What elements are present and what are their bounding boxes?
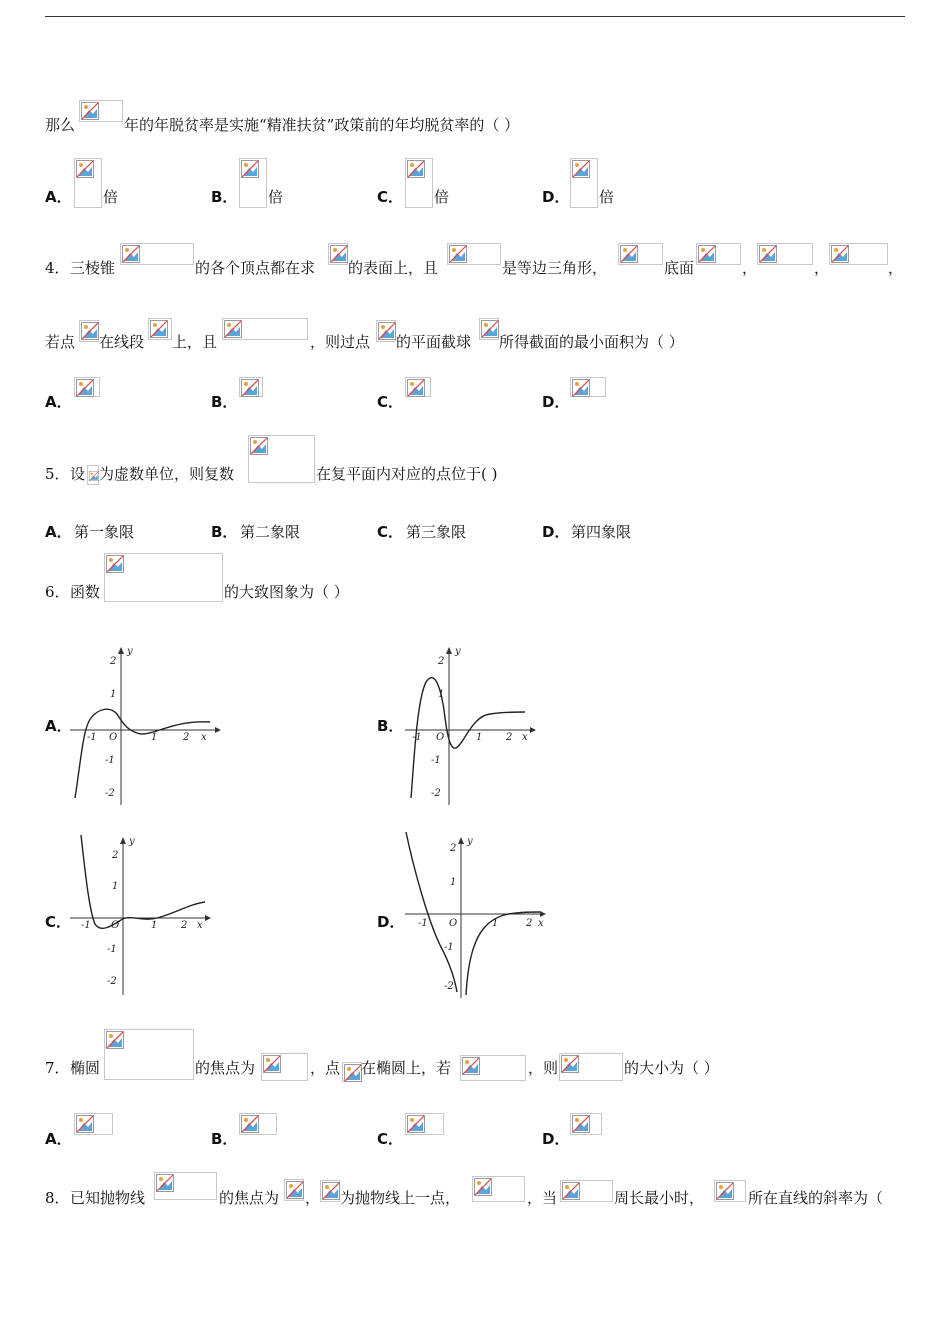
q4-text-2: 的各个顶点都在求 [195,259,316,277]
q4-text-4: 是等边三角形， [502,259,608,277]
choice-d-formula [570,1113,602,1135]
y-axis-label: y [127,646,133,657]
tick-label: -2 [107,976,117,987]
formula-image [248,435,315,483]
q7-text-2: 的焦点为 [195,1059,256,1077]
broken-image-icon [81,322,99,340]
q6-number: 6． [45,583,70,601]
tick-label: -1 [412,732,422,743]
choice-d-label: D． [542,1130,570,1148]
formula-image [87,465,99,485]
origin-label: O [111,920,120,931]
x-axis-label: x [522,732,528,743]
q-prev-text-a: 那么 [45,116,76,134]
tick-label: -1 [105,755,115,766]
q8-number: 8． [45,1189,70,1207]
broken-image-icon [106,555,124,573]
formula-image [222,318,308,340]
choice-b-text: 第二象限 [240,523,301,541]
graph-c [65,830,225,1004]
tick-label: 1 [438,689,445,700]
formula-image [328,243,348,265]
choice-d-label: D． [377,913,405,931]
x-axis-label: x [197,920,203,931]
broken-image-icon [407,160,425,178]
formula-image [104,1029,194,1080]
broken-image-icon [474,1178,492,1196]
broken-image-icon [344,1064,362,1082]
tick-label: 2 [110,656,117,667]
broken-image-icon [481,320,499,338]
tick-label: -1 [444,942,454,953]
broken-image-icon [572,160,590,178]
q5-text-3: 在复平面内对应的点位于( ) [316,465,498,483]
formula-image [148,318,172,340]
broken-image-icon [241,379,259,397]
formula-image [560,1180,613,1202]
q7-text-1: 椭圆 [70,1059,101,1077]
broken-image-icon [716,1182,734,1200]
broken-image-icon [698,245,716,263]
choice-c-label: C． [45,913,72,931]
formula-image [261,1053,308,1081]
tick-label: -2 [444,981,454,992]
tick-label: -1 [81,920,91,931]
tick-label: 1 [151,732,158,743]
x-axis-label: x [201,732,207,743]
formula-image [79,320,99,342]
origin-label: O [449,918,458,929]
formula-image [472,1176,525,1202]
choice-c-formula [405,1113,444,1135]
choice-a-formula [74,377,100,397]
q5-text-1: 设 [70,465,86,483]
broken-image-icon [76,379,94,397]
choice-c-text: 第三象限 [406,523,467,541]
comma: ， [814,259,830,277]
choice-b-label: B． [211,1130,238,1148]
formula-image [284,1179,304,1201]
choice-c-formula [405,158,433,208]
q6-text-2: 的大致图象为（ ） [224,583,349,601]
tick-label: 1 [110,689,117,700]
origin-label: O [109,732,118,743]
broken-image-icon [462,1057,480,1075]
broken-image-icon [449,245,467,263]
broken-image-icon [81,102,99,120]
q8-text-7: 所在直线的斜率为（ [748,1189,884,1207]
tick-label: -1 [107,944,117,955]
choice-a-label: A． [45,393,72,411]
formula-image [460,1055,526,1081]
graph-a [65,640,225,814]
formula-image [376,320,396,342]
tick-label: 2 [181,920,188,931]
formula-image [714,1180,746,1202]
formula-image [79,100,123,122]
broken-image-icon [330,245,348,263]
tick-label: 2 [450,843,457,854]
broken-image-icon [106,1031,124,1049]
choice-c-formula [405,377,431,397]
tick-label: 2 [438,656,445,667]
choice-d-text: 第四象限 [571,523,632,541]
tick-label: -1 [431,755,441,766]
choice-b-label: B． [211,188,238,206]
broken-image-icon [572,379,590,397]
q8-text-5: ，当 [527,1189,558,1207]
choice-b-text: 倍 [268,188,284,206]
broken-image-icon [241,160,259,178]
broken-image-icon [831,245,849,263]
broken-image-icon [250,437,268,455]
y-axis-label: y [455,646,461,657]
broken-image-icon [224,320,242,338]
q7-text-3: ，点 [310,1059,341,1077]
formula-image [559,1053,623,1081]
x-axis-label: x [538,918,544,929]
broken-image-icon [322,1182,340,1200]
tick-label: 2 [506,732,513,743]
choice-a-formula [74,158,102,208]
q8-text-6: 周长最小时， [614,1189,705,1207]
top-rule [45,16,905,17]
q6-text-1: 函数 [70,583,101,601]
y-axis-label: y [129,836,135,847]
choice-d-formula [570,158,598,208]
q4-line2-e: 的平面截球 [396,333,472,351]
tick-label: 2 [183,732,190,743]
broken-image-icon [156,1174,174,1192]
broken-image-icon [407,1115,425,1133]
choice-b-label: B． [211,523,238,541]
q5-number: 5． [45,465,70,483]
choice-a-label: A． [45,717,72,735]
choice-a-formula [74,1113,113,1135]
tick-label: -1 [418,918,428,929]
choice-d-label: D． [542,523,570,541]
q4-text-1: 三棱锥 [70,259,116,277]
choice-a-label: A． [45,188,72,206]
formula-image [696,243,741,265]
broken-image-icon [562,1182,580,1200]
q4-line2-f: 所得截面的最小面积为（ ） [499,333,684,351]
broken-image-icon [407,379,425,397]
broken-image-icon [378,322,396,340]
q-prev-text-b: 年的年脱贫率是实施“精准扶贫”政策前的年均脱贫率的（ ） [124,116,520,134]
q8-text-1: 已知抛物线 [70,1189,146,1207]
broken-image-icon [286,1181,304,1199]
choice-c-text: 倍 [434,188,450,206]
tick-label: 1 [151,920,158,931]
tick-label: 2 [112,850,119,861]
choice-b-label: B． [377,717,404,735]
broken-image-icon [572,1115,590,1133]
graph-b [400,640,560,814]
broken-image-icon [561,1055,579,1073]
broken-image-icon [76,1115,94,1133]
choice-b-formula [239,158,267,208]
formula-image [154,1172,217,1200]
choice-a-text: 第一象限 [74,523,135,541]
choice-c-label: C． [377,523,404,541]
tick-label: 1 [112,881,119,892]
choice-c-label: C． [377,1130,404,1148]
formula-image [320,1180,340,1202]
q7-text-5: ，则 [528,1059,559,1077]
tick-label: -2 [105,788,115,799]
q7-number: 7． [45,1059,70,1077]
formula-image [757,243,813,265]
q7-text-6: 的大小为（ ） [624,1059,719,1077]
broken-image-icon [241,1115,259,1133]
q4-text-5: 底面 [664,259,695,277]
q4-line2-d: ，则过点 [310,333,371,351]
choice-c-label: C． [377,393,404,411]
comma: ， [888,259,904,277]
y-axis-label: y [467,836,473,847]
graph-d [400,830,560,1009]
tick-label: 1 [476,732,483,743]
tick-label: 1 [492,918,499,929]
choice-d-label: D． [542,188,570,206]
formula-image [104,553,223,602]
q4-text-3: 的表面上，且 [348,259,439,277]
choice-c-label: C． [377,188,404,206]
q4-line2-b: 在线段 [99,333,145,351]
broken-image-icon [263,1055,281,1073]
tick-label: 1 [450,877,457,888]
q4-number: 4． [45,259,70,277]
broken-image-icon [76,160,94,178]
tick-label: -1 [87,732,97,743]
q5-text-2: 为虚数单位，则复数 [99,465,235,483]
formula-image [618,243,663,265]
formula-image [342,1062,362,1082]
choice-a-text: 倍 [103,188,119,206]
choice-a-label: A． [45,523,72,541]
q8-text-3: ， [305,1189,321,1207]
formula-image [829,243,888,265]
origin-label: O [436,732,445,743]
choice-d-text: 倍 [599,188,615,206]
choice-d-label: D． [542,393,570,411]
tick-label: 2 [526,918,533,929]
broken-image-icon [620,245,638,263]
q4-line2-a: 若点 [45,333,76,351]
formula-image [447,243,501,265]
choice-a-label: A． [45,1130,72,1148]
broken-image-icon [89,467,99,485]
q8-text-4: 为抛物线上一点， [340,1189,461,1207]
choice-b-formula [239,1113,277,1135]
formula-image [479,318,499,340]
tick-label: -2 [431,788,441,799]
comma: ， [742,259,758,277]
broken-image-icon [150,320,168,338]
choice-b-label: B． [211,393,238,411]
broken-image-icon [759,245,777,263]
q4-line2-c: 上，且 [172,333,218,351]
choice-d-formula [570,377,606,397]
choice-b-formula [239,377,263,397]
formula-image [120,243,194,265]
q8-text-2: 的焦点为 [219,1189,280,1207]
q7-text-4: 在椭圆上，若 [361,1059,452,1077]
broken-image-icon [122,245,140,263]
